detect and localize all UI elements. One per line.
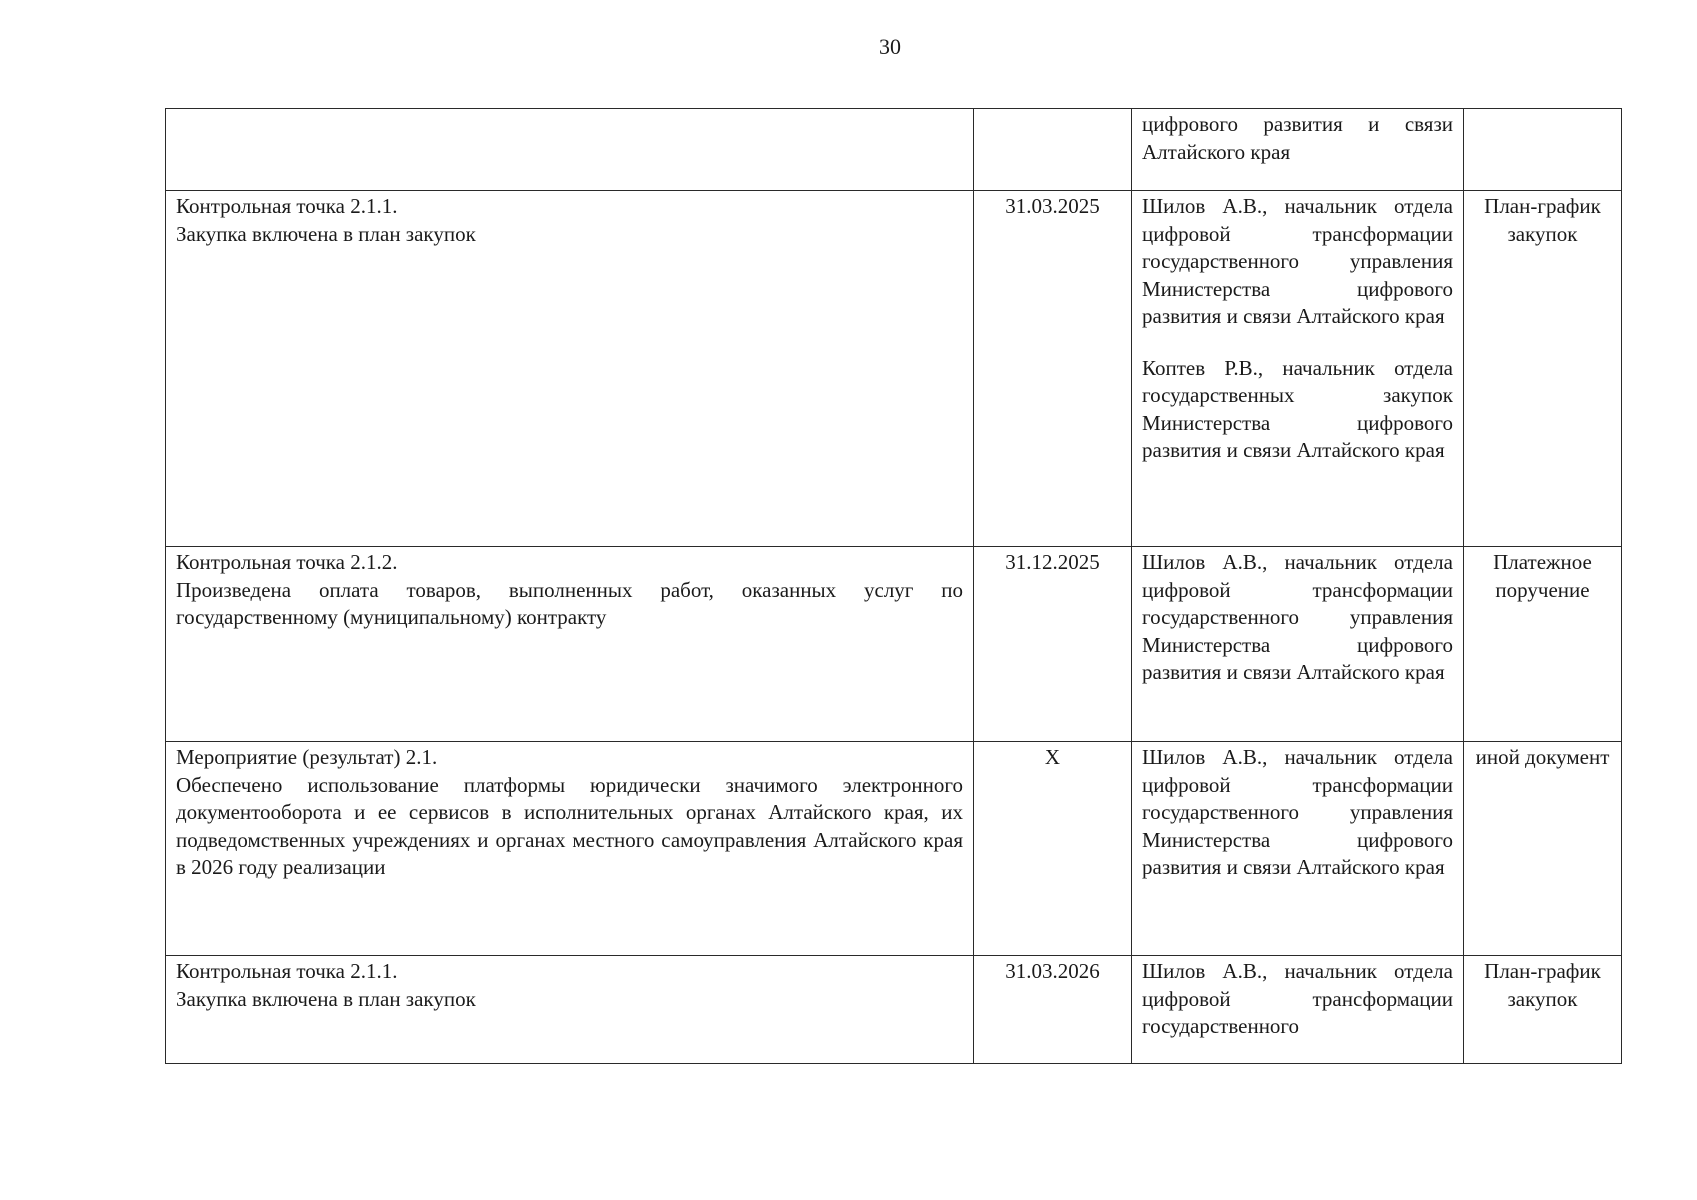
event-description: Произведена оплата товаров, выполненных работ, оказанных услуг по государственному (муниципальному) контракту xyxy=(176,577,963,629)
responsible-cell xyxy=(1132,956,1464,1064)
event-title: Контрольная точка 2.1.2. xyxy=(176,550,398,574)
event-title: Контрольная точка 2.1.1. xyxy=(176,959,398,983)
responsible-cell xyxy=(1132,547,1464,742)
responsible-cell xyxy=(1132,109,1464,191)
event-description: Закупка включена в план закупок xyxy=(176,986,476,1011)
table-row xyxy=(166,742,1622,956)
date-cell xyxy=(974,109,1132,191)
date-cell: 31.12.2025 xyxy=(974,547,1132,742)
document-cell: иной документ xyxy=(1464,742,1622,956)
document-cell: План-график закупок xyxy=(1464,191,1622,547)
plan-table xyxy=(165,108,1622,1064)
responsible-person: Коптев Р.В., начальник отдела государственных закупок Министерства цифрового развития и связи Алтайского края xyxy=(1142,355,1453,462)
document-cell xyxy=(1464,109,1622,191)
event-cell xyxy=(166,547,974,742)
responsible-person: Шилов А.В., начальник отдела цифровой трансформации государственного xyxy=(1142,959,1453,1038)
event-cell xyxy=(166,742,974,956)
table-row xyxy=(166,956,1622,1064)
date-cell: 31.03.2026 xyxy=(974,956,1132,1064)
table-row xyxy=(166,109,1622,191)
responsible-person: Шилов А.В., начальник отдела цифровой трансформации государственного управления Министерства цифрового развития и связи Алтайского края xyxy=(1142,194,1453,328)
page-number: 30 xyxy=(879,34,901,59)
event-title: Мероприятие (результат) 2.1. xyxy=(176,745,438,769)
document-cell: Платежное поручение xyxy=(1464,547,1622,742)
date-cell: 31.03.2025 xyxy=(974,191,1132,547)
event-cell xyxy=(166,109,974,191)
responsible-person: Шилов А.В., начальник отдела цифровой трансформации государственного управления Министерства цифрового развития и связи Алтайского края xyxy=(1142,550,1453,684)
table-row xyxy=(166,547,1622,742)
responsible-cell xyxy=(1132,191,1464,547)
event-cell xyxy=(166,956,974,1064)
responsible-person: цифрового развития и связи Алтайского края xyxy=(1142,112,1453,164)
document-cell: План-график закупок xyxy=(1464,956,1622,1064)
responsible-person: Шилов А.В., начальник отдела цифровой трансформации государственного управления Министерства цифрового развития и связи Алтайского края xyxy=(1142,745,1453,879)
event-description: Закупка включена в план закупок xyxy=(176,221,476,246)
date-cell: X xyxy=(974,742,1132,956)
event-cell xyxy=(166,191,974,547)
event-title: Контрольная точка 2.1.1. xyxy=(176,194,398,218)
table-row xyxy=(166,191,1622,547)
responsible-cell xyxy=(1132,742,1464,956)
event-description: Обеспечено использование платформы юридически значимого электронного документооборота и ее сервисов в исполнительных органах Алтайского края, их подведомственных учреждениях и органах местного самоуправления Алтайского края в 2026 году реализации xyxy=(176,772,963,879)
